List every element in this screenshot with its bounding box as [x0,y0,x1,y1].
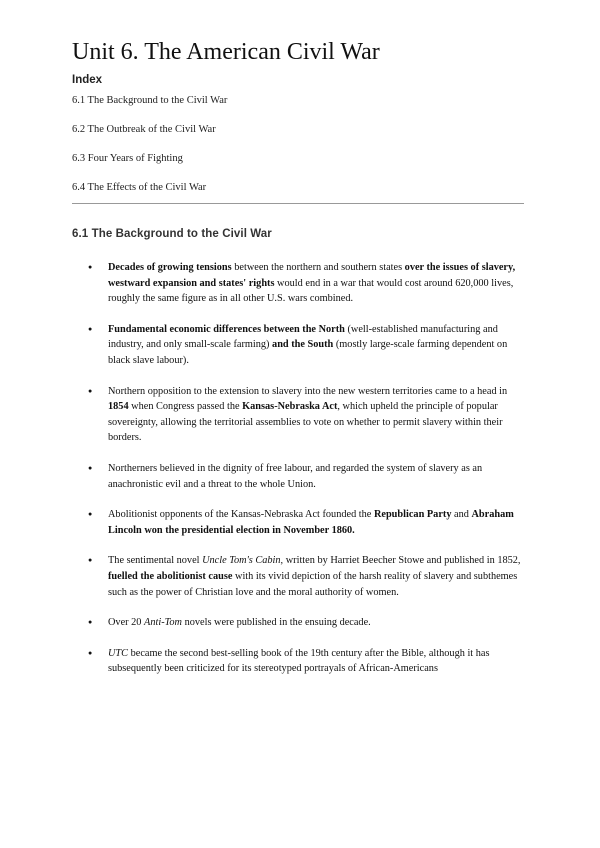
bullet-text-run: Northern opposition to the extension to slavery into the new western territories came to a head in [108,385,508,397]
bullet-text-run: and the South [272,339,334,351]
bullet-text-run: Kansas-Nebraska Act [242,401,338,413]
bullet-text-run: with its vivid depiction of the harsh reality of slavery and subthemes such as the power of Christian love and the moral authority of women. [108,570,518,598]
index-item-6-1: 6.1 The Background to the Civil War [72,95,228,106]
bullet-text-run: written by Harriet Beecher Stowe and published in 1852, [283,555,521,567]
bullet-item [88,507,528,538]
bullet-text-run: Over 20 [108,617,145,629]
bullet-item [88,461,528,492]
bullet-text-run: Abolitionist opponents of the Kansas-Nebraska Act founded the [108,509,374,521]
index-item-6-2: 6.2 The Outbreak of the Civil War [72,124,216,135]
index-heading: Index [72,74,103,86]
section-divider [72,203,524,204]
bullet-text-run: fuelled the abolitionist cause [108,570,233,582]
bullet-text-run: Anti-Tom [144,617,182,629]
bullet-item [88,260,528,307]
bullet-text-run: when Congress passed the [128,401,243,413]
bullet-text-run: (mostly large-scale farming dependent on black slave labour). [108,339,508,366]
bullet-text-run: , which upheld the principle of popular sovereignty, allowing the territorial assemblies to vote on whether to permit slavery within their borders. [108,401,503,444]
bullet-text-run: and [451,509,472,521]
bullet-text-run: Abraham Lincoln won the presidential election in November 1860. [108,509,514,536]
bullet-text-run: Northerners believed in the dignity of free labour, and regarded the system of slavery as an anachronistic evil and a threat to the whole Union. [108,462,483,490]
bullet-text-run: would end in a war that would cost around 620,000 lives, roughly the same figure as in all other U.S. wars combined. [108,277,514,305]
bullet-text-run: over the issues of slavery, westward expansion and states' rights [108,262,516,289]
bullet-item [88,615,528,631]
bullet-text-run: Uncle Tom's Cabin, [202,555,284,567]
bullet-text-run: Fundamental economic differences between the North [108,323,345,335]
index-item-6-4: 6.4 The Effects of the Civil War [72,182,207,193]
bullet-text-run: 1854 [108,401,129,413]
bullet-item [88,322,528,369]
bullet-text-run: The sentimental novel [108,555,203,567]
page-title: Unit 6. The American Civil War [72,39,380,65]
bullet-item [88,646,528,677]
bullet-item [88,384,528,446]
section-heading: 6.1 The Background to the Civil War [72,228,272,240]
bullet-text-run: became the second best-selling book of the 19th century after the Bible, although it has subsequently been criticized for its stereotyped portrayals of African-Americans [108,647,490,675]
index-item-6-3: 6.3 Four Years of Fighting [72,153,183,164]
bullet-text-run: novels were published in the ensuing decade. [182,617,371,629]
bullet-text-run: between the northern and southern states [231,262,405,273]
bullet-list [88,260,528,692]
bullet-text-run: Republican Party [373,509,452,521]
bullet-text-run: UTC [108,647,129,659]
bullet-text-run: Decades of growing tensions [108,262,232,273]
bullet-item [88,553,528,600]
bullet-text-run: (well-established manufacturing and industry, and only small-scale farming) [108,323,498,351]
